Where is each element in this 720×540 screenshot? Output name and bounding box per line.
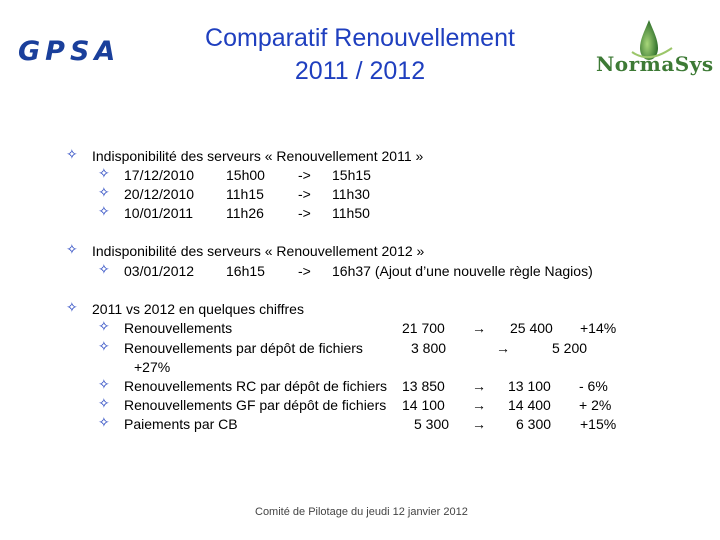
four-point-star-icon: ✧	[66, 146, 78, 162]
downtime-end: 16h37 (Ajout d’une nouvelle règle Nagios)	[332, 263, 593, 279]
figure-delta: +15%	[580, 416, 617, 432]
downtime-date: 03/01/2012	[124, 263, 195, 279]
downtime-date: 20/12/2010	[124, 186, 195, 202]
figure-2011: 3 800	[411, 340, 447, 356]
downtime-start: 15h00	[226, 167, 265, 183]
four-point-star-icon: ✧	[66, 241, 78, 257]
title-line-1: Comparatif Renouvellement	[205, 24, 515, 52]
right-arrow-icon: →	[472, 416, 486, 432]
footer-text: Comité de Pilotage du jeudi 12 janvier 2012	[255, 506, 468, 518]
four-point-star-icon: ✧	[66, 299, 78, 315]
figure-2012: 13 100	[508, 378, 551, 394]
section-heading: 2011 vs 2012 en quelques chiffres	[92, 301, 304, 317]
four-point-star-icon: ✧	[98, 414, 110, 430]
figure-2012: 25 400	[510, 320, 553, 336]
four-point-star-icon: ✧	[98, 318, 110, 334]
figure-delta: + 2%	[579, 397, 612, 413]
four-point-star-icon: ✧	[98, 184, 110, 200]
figure-2012: 6 300	[516, 416, 552, 432]
figure-label: Renouvellements RC par dépôt de fichiers	[124, 378, 388, 394]
figure-2011: 14 100	[402, 397, 445, 413]
figure-2011: 5 300	[414, 416, 450, 432]
four-point-star-icon: ✧	[98, 338, 110, 354]
downtime-date: 10/01/2011	[124, 205, 194, 221]
figure-delta: - 6%	[579, 378, 608, 394]
figure-delta: +14%	[580, 320, 617, 336]
right-arrow-icon: →	[472, 397, 486, 413]
downtime-start: 16h15	[226, 263, 265, 279]
downtime-date: 17/12/2010	[124, 167, 195, 183]
right-arrow-icon: →	[496, 340, 510, 356]
figure-2012: 14 400	[508, 397, 551, 413]
downtime-end: 11h30	[332, 186, 370, 202]
downtime-arrow: ->	[298, 186, 311, 202]
normasys-logo	[592, 18, 714, 80]
four-point-star-icon: ✧	[98, 165, 110, 181]
right-arrow-icon: →	[472, 320, 486, 336]
page-title	[160, 22, 560, 88]
downtime-arrow: ->	[298, 263, 311, 279]
four-point-star-icon: ✧	[98, 395, 110, 411]
downtime-end: 15h15	[332, 167, 371, 183]
section-heading: Indisponibilité des serveurs « Renouvellement 2012 »	[92, 243, 425, 259]
downtime-start: 11h15	[226, 186, 264, 202]
four-point-star-icon: ✧	[98, 376, 110, 392]
figure-label: Renouvellements par dépôt de fichiers	[124, 340, 363, 356]
four-point-star-icon: ✧	[98, 261, 110, 277]
gpsa-logo: GPSA	[18, 36, 121, 67]
figure-2011: 21 700	[402, 320, 445, 336]
downtime-arrow: ->	[298, 167, 311, 183]
figure-2011: 13 850	[402, 378, 445, 394]
figure-label: Renouvellements GF par dépôt de fichiers	[124, 397, 387, 413]
figure-2012: 5 200	[552, 340, 588, 356]
four-point-star-icon: ✧	[98, 203, 110, 219]
normasys-wordmark: NormaSys	[596, 52, 714, 76]
figure-label: Paiements par CB	[124, 416, 238, 432]
section-heading: Indisponibilité des serveurs « Renouvellement 2011 »	[92, 148, 424, 164]
downtime-start: 11h26	[226, 205, 264, 221]
downtime-end: 11h50	[332, 205, 370, 221]
figure-label: Renouvellements	[124, 320, 233, 336]
figure-delta: +27%	[134, 359, 171, 375]
right-arrow-icon: →	[472, 378, 486, 394]
title-line-2: 2011 / 2012	[294, 57, 426, 85]
downtime-arrow: ->	[298, 205, 311, 221]
